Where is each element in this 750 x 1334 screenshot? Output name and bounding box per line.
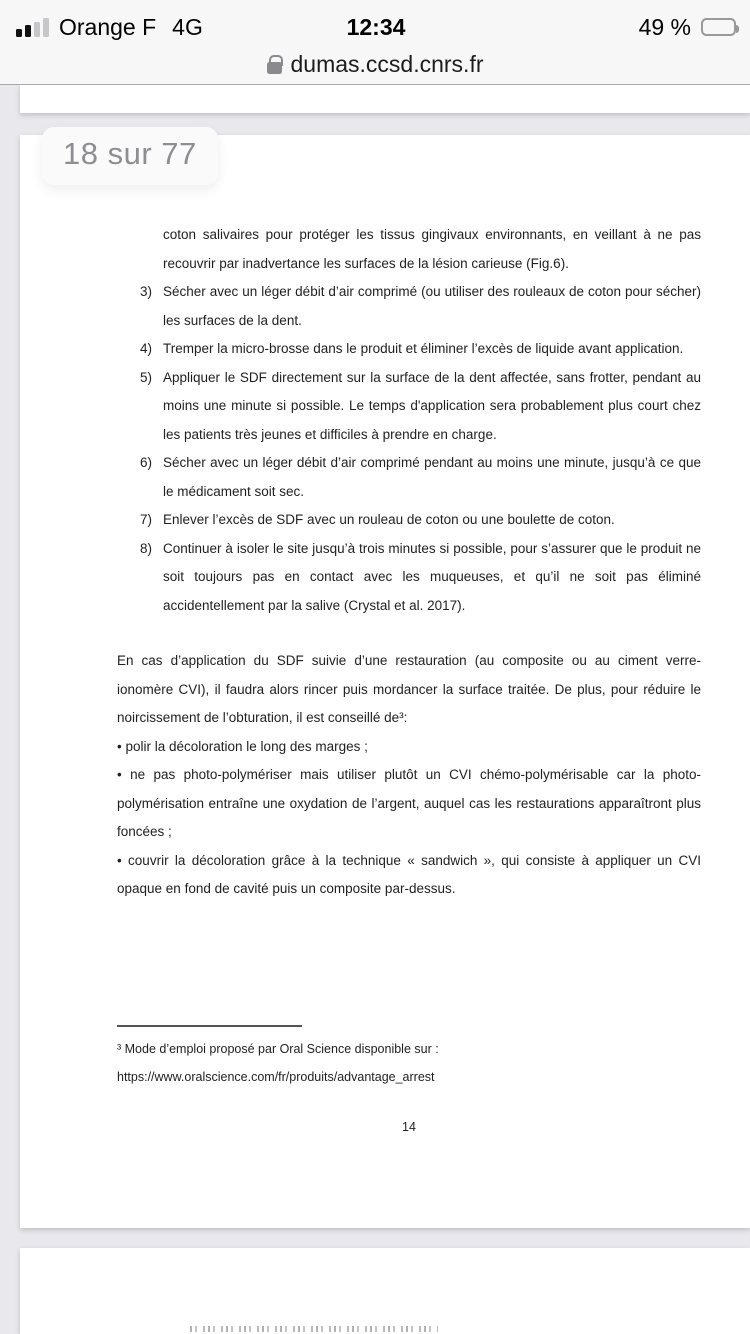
list-item-number: 3): [140, 284, 153, 299]
bullet-item: • ne pas photo-polymériser mais utiliser plutôt un CVI chémo-polymérisable car la photo-polymérisation entraîne une oxydation de l’argent, auquel cas les restaurations apparaîtront plus foncées ;: [117, 767, 701, 839]
pdf-page-current: [20, 135, 750, 1228]
lock-icon: [267, 62, 282, 74]
list-item-number: 7): [140, 512, 153, 527]
status-bar: [0, 0, 750, 44]
list-item-number: 6): [140, 455, 153, 470]
list-item: [140, 335, 701, 364]
pdf-page-next: [20, 1248, 750, 1334]
list-item: [140, 506, 701, 535]
cellular-signal-icon: [16, 18, 49, 37]
status-left: [16, 14, 286, 41]
list-item-text: Sécher avec un léger débit d’air comprimé (ou utiliser des rouleaux de coton pour sécher) les surfaces de la dent.: [163, 284, 701, 328]
list-item: [140, 449, 701, 506]
url-domain: dumas.ccsd.cnrs.fr: [290, 50, 484, 77]
footnote: [117, 1035, 701, 1091]
list-item-continuation: coton salivaires pour protéger les tissus gingivaux environnants, en veillant à ne pas recouvrir par inadvertance les surfaces de la lésion carieuse (Fig.6).: [163, 227, 701, 271]
safari-header: [0, 0, 750, 85]
list-item-text: Enlever l’excès de SDF avec un rouleau de coton ou une boulette de coton.: [163, 512, 615, 527]
list-item-text: Appliquer le SDF directement sur la surface de la dent affectée, sans frotter, pendant au moins une minute si possible. Le temps d'application sera probablement plus court chez les patients très jeunes et difficiles à prendre en charge.: [163, 369, 701, 442]
list-item-number: 8): [140, 540, 153, 556]
bullet-item: • polir la décoloration le long des marges ;: [117, 738, 368, 754]
list-item-text: Sécher avec un léger débit d’air comprimé pendant au moins une minute, jusqu’à ce que le médicament soit sec.: [163, 455, 701, 499]
list-item-text: Tremper la micro-brosse dans le produit et éliminer l’excès de liquide avant application.: [163, 341, 684, 356]
battery-icon: [701, 18, 736, 36]
list-item: [140, 535, 701, 621]
list-item: [140, 364, 701, 450]
url-bar[interactable]: [0, 44, 750, 84]
network-type-label: 4G: [172, 13, 203, 40]
footnote-url: https://www.oralscience.com/fr/produits/advantage_arrest: [117, 1069, 435, 1084]
footnote-line: ³ Mode d’emploi proposé par Oral Science disponible sur :: [117, 1041, 439, 1056]
clock: 12:34: [346, 13, 406, 40]
carrier-label: Orange F: [59, 13, 157, 40]
page-indicator-badge: 18 sur 77: [42, 127, 218, 185]
battery-percent-label: 49 %: [638, 13, 691, 40]
clipped-text-line: [190, 1326, 438, 1332]
pdf-page-previous: [20, 85, 750, 113]
bullet-item: • couvrir la décoloration grâce à la technique « sandwich », qui consiste à appliquer un CVI opaque en fond de cavité puis un composite par-dessus.: [117, 852, 701, 896]
pdf-scroll-viewport[interactable]: [0, 85, 750, 1334]
footnote-divider: [117, 1025, 302, 1027]
list-item: [140, 278, 701, 335]
list-item-text: Continuer à isoler le site jusqu’à trois minutes si possible, pour s’assurer que le produit ne soit toujours pas en contact avec les muqueuses, et qu’il ne soit pas éliminé accidentellement par la salive (Crystal et al. 2017).: [163, 540, 701, 613]
status-right: [466, 14, 736, 41]
list-item-number: 5): [140, 369, 153, 385]
list-item-number: 4): [140, 341, 153, 356]
page-number: 14: [402, 1119, 416, 1134]
body-paragraph: En cas d’application du SDF suivie d’une restauration (au composite ou au ciment verre-ionomère CVI), il faudra alors rincer puis mordancer la surface traitée. De plus, pour réduire le noircissement de l’obturation, il est conseillé de³:: [117, 653, 701, 725]
